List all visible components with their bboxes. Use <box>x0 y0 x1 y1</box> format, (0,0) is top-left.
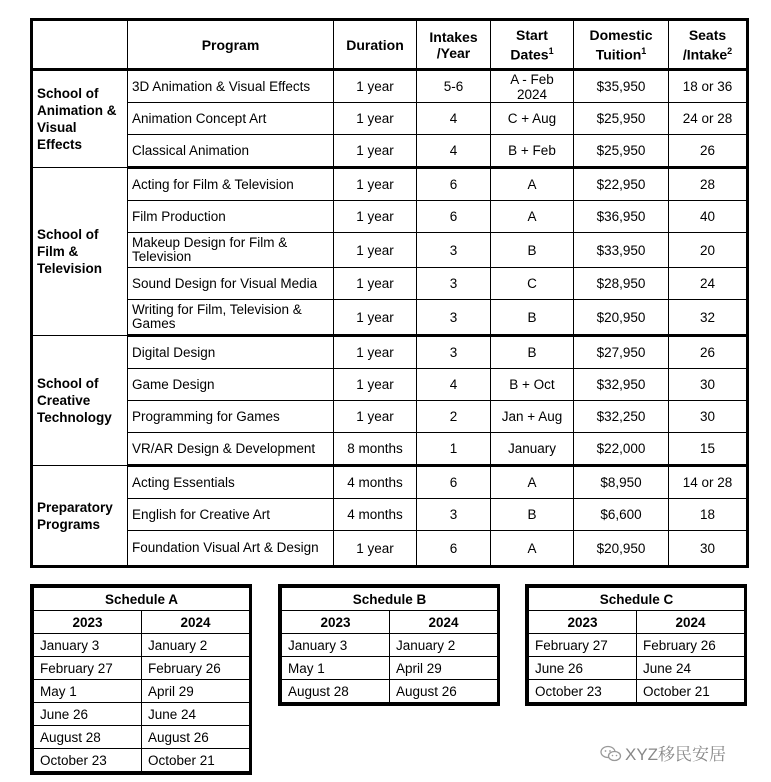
schedule-date: October 21 <box>637 680 745 703</box>
tuition-cell: $20,950 <box>574 531 669 567</box>
tuition-cell: $20,950 <box>574 300 669 336</box>
start-dates-cell: A <box>491 466 574 499</box>
schedule-year-row <box>282 611 498 634</box>
schedule-date: February 26 <box>637 634 745 657</box>
schedule-date: January 2 <box>142 634 250 657</box>
start-dates-cell: January <box>491 433 574 466</box>
duration-cell: 1 year <box>334 401 417 433</box>
program-name: Game Design <box>128 369 334 401</box>
schedule-a <box>30 584 252 775</box>
tuition-cell: $36,950 <box>574 201 669 233</box>
table-row <box>32 70 748 103</box>
table-row <box>32 168 748 201</box>
program-name: Programming for Games <box>128 401 334 433</box>
watermark <box>600 740 726 765</box>
schedule-row <box>529 657 745 680</box>
duration-cell: 1 year <box>334 268 417 300</box>
schedule-year: 2024 <box>637 611 745 634</box>
seats-cell: 24 <box>669 268 748 300</box>
schedule-date: April 29 <box>142 680 250 703</box>
tuition-cell: $22,000 <box>574 433 669 466</box>
table-row <box>32 268 748 300</box>
schedule-b-table <box>281 587 498 703</box>
seats-cell: 32 <box>669 300 748 336</box>
table-row <box>32 103 748 135</box>
program-name: Acting for Film & Television <box>128 168 334 201</box>
schedule-date: October 21 <box>142 749 250 772</box>
program-name: Writing for Film, Television & Games <box>128 300 334 336</box>
header-seats: Seats /Intake$^2$ <box>669 20 748 70</box>
tuition-cell: $27,950 <box>574 336 669 369</box>
start-dates-cell: C + Aug <box>491 103 574 135</box>
table-row <box>32 336 748 369</box>
schedule-date: June 26 <box>529 657 637 680</box>
schedule-row <box>34 703 250 726</box>
seats-cell: 24 or 28 <box>669 103 748 135</box>
program-name: Foundation Visual Art & Design <box>128 531 334 567</box>
school-name: School of Animation & Visual Effects <box>32 70 128 168</box>
seats-cell: 30 <box>669 369 748 401</box>
schedule-date: May 1 <box>34 680 142 703</box>
intakes-cell: 5-6 <box>417 70 491 103</box>
schedule-date: May 1 <box>282 657 390 680</box>
schedule-date: January 2 <box>390 634 498 657</box>
intakes-cell: 3 <box>417 300 491 336</box>
schedule-year-row <box>34 611 250 634</box>
schedule-row <box>34 634 250 657</box>
tuition-cell: $6,600 <box>574 499 669 531</box>
schedule-row <box>282 657 498 680</box>
school-name: School of Creative Technology <box>32 336 128 466</box>
intakes-cell: 3 <box>417 268 491 300</box>
table-row <box>32 466 748 499</box>
schedule-row <box>34 680 250 703</box>
schedule-date: January 3 <box>34 634 142 657</box>
header-program: Program <box>128 20 334 70</box>
program-name: Digital Design <box>128 336 334 369</box>
intakes-cell: 6 <box>417 466 491 499</box>
seats-cell: 15 <box>669 433 748 466</box>
seats-cell: 40 <box>669 201 748 233</box>
start-dates-cell: Jan + Aug <box>491 401 574 433</box>
schedule-title-row <box>529 588 745 611</box>
seats-cell: 18 <box>669 499 748 531</box>
program-name: VR/AR Design & Development <box>128 433 334 466</box>
tuition-cell: $8,950 <box>574 466 669 499</box>
schedule-row <box>282 680 498 703</box>
duration-cell: 1 year <box>334 103 417 135</box>
schedule-row <box>34 657 250 680</box>
seats-cell: 20 <box>669 233 748 268</box>
program-table <box>30 18 749 568</box>
schedule-date: February 27 <box>34 657 142 680</box>
table-row <box>32 401 748 433</box>
intakes-cell: 3 <box>417 233 491 268</box>
schedule-date: June 24 <box>637 657 745 680</box>
start-dates-cell: B + Oct <box>491 369 574 401</box>
schedule-row <box>282 634 498 657</box>
tuition-cell: $28,950 <box>574 268 669 300</box>
tuition-cell: $33,950 <box>574 233 669 268</box>
table-row <box>32 531 748 567</box>
schedule-date: February 26 <box>142 657 250 680</box>
schedule-year: 2023 <box>282 611 390 634</box>
schedule-c <box>525 584 747 706</box>
program-name: Animation Concept Art <box>128 103 334 135</box>
tuition-cell: $35,950 <box>574 70 669 103</box>
schedule-date: April 29 <box>390 657 498 680</box>
schedule-date: October 23 <box>34 749 142 772</box>
schedule-row <box>34 726 250 749</box>
seats-cell: 14 or 28 <box>669 466 748 499</box>
schedule-year: 2023 <box>34 611 142 634</box>
seats-cell: 26 <box>669 336 748 369</box>
start-dates-cell: C <box>491 268 574 300</box>
seats-cell: 30 <box>669 401 748 433</box>
schedule-date: June 26 <box>34 703 142 726</box>
intakes-cell: 6 <box>417 201 491 233</box>
schedule-date: January 3 <box>282 634 390 657</box>
schedule-date: August 26 <box>142 726 250 749</box>
schedule-title: Schedule C <box>529 588 745 611</box>
program-name: Makeup Design for Film & Television <box>128 233 334 268</box>
start-dates-cell: B <box>491 233 574 268</box>
intakes-cell: 3 <box>417 499 491 531</box>
duration-cell: 1 year <box>334 70 417 103</box>
schedule-date: August 28 <box>34 726 142 749</box>
wechat-icon <box>600 745 622 763</box>
start-dates-cell: A - Feb 2024 <box>491 70 574 103</box>
start-dates-cell: A <box>491 201 574 233</box>
program-name: Film Production <box>128 201 334 233</box>
duration-cell: 1 year <box>334 233 417 268</box>
header-row <box>32 20 748 70</box>
schedule-c-table <box>528 587 745 703</box>
program-name: Sound Design for Visual Media <box>128 268 334 300</box>
header-duration: Duration <box>334 20 417 70</box>
intakes-cell: 1 <box>417 433 491 466</box>
intakes-cell: 4 <box>417 369 491 401</box>
start-dates-cell: B <box>491 499 574 531</box>
school-name: Preparatory Programs <box>32 466 128 567</box>
intakes-cell: 6 <box>417 531 491 567</box>
header-start-dates: Start Dates$^1$ <box>491 20 574 70</box>
start-dates-cell: A <box>491 531 574 567</box>
schedule-date: August 26 <box>390 680 498 703</box>
table-row <box>32 201 748 233</box>
start-dates-cell: A <box>491 168 574 201</box>
schedule-title: Schedule A <box>34 588 250 611</box>
seats-cell: 18 or 36 <box>669 70 748 103</box>
schedule-title-row <box>34 588 250 611</box>
tuition-cell: $22,950 <box>574 168 669 201</box>
tuition-cell: $25,950 <box>574 135 669 168</box>
table-row <box>32 499 748 531</box>
start-dates-cell: B + Feb <box>491 135 574 168</box>
duration-cell: 1 year <box>334 135 417 168</box>
start-dates-cell: B <box>491 336 574 369</box>
duration-cell: 1 year <box>334 168 417 201</box>
schedule-b <box>278 584 500 706</box>
table-row <box>32 300 748 336</box>
schedule-year: 2024 <box>390 611 498 634</box>
duration-cell: 1 year <box>334 369 417 401</box>
schedule-date: June 24 <box>142 703 250 726</box>
program-table-container <box>30 18 746 568</box>
duration-cell: 1 year <box>334 300 417 336</box>
duration-cell: 4 months <box>334 466 417 499</box>
header-school <box>32 20 128 70</box>
schedule-year-row <box>529 611 745 634</box>
header-intakes: Intakes /Year <box>417 20 491 70</box>
table-row <box>32 233 748 268</box>
schedule-title: Schedule B <box>282 588 498 611</box>
duration-cell: 1 year <box>334 201 417 233</box>
seats-cell: 28 <box>669 168 748 201</box>
intakes-cell: 4 <box>417 135 491 168</box>
seats-cell: 26 <box>669 135 748 168</box>
schedule-date: August 28 <box>282 680 390 703</box>
schedule-row <box>34 749 250 772</box>
schedule-a-table <box>33 587 250 772</box>
schedule-year: 2023 <box>529 611 637 634</box>
duration-cell: 8 months <box>334 433 417 466</box>
schedule-date: February 27 <box>529 634 637 657</box>
start-dates-cell: B <box>491 300 574 336</box>
duration-cell: 1 year <box>334 336 417 369</box>
schedule-row <box>529 680 745 703</box>
schedule-row <box>529 634 745 657</box>
program-name: Acting Essentials <box>128 466 334 499</box>
table-row <box>32 135 748 168</box>
intakes-cell: 2 <box>417 401 491 433</box>
duration-cell: 4 months <box>334 499 417 531</box>
table-row <box>32 433 748 466</box>
program-name: English for Creative Art <box>128 499 334 531</box>
tuition-cell: $32,950 <box>574 369 669 401</box>
program-name: Classical Animation <box>128 135 334 168</box>
tuition-cell: $32,250 <box>574 401 669 433</box>
intakes-cell: 4 <box>417 103 491 135</box>
program-table-body <box>32 70 748 567</box>
schedule-title-row <box>282 588 498 611</box>
intakes-cell: 6 <box>417 168 491 201</box>
tuition-cell: $25,950 <box>574 103 669 135</box>
intakes-cell: 3 <box>417 336 491 369</box>
duration-cell: 1 year <box>334 531 417 567</box>
table-row <box>32 369 748 401</box>
schedule-date: October 23 <box>529 680 637 703</box>
school-name: School of Film & Television <box>32 168 128 336</box>
watermark-text: XYZ移民安居 <box>625 745 727 764</box>
schedule-year: 2024 <box>142 611 250 634</box>
seats-cell: 30 <box>669 531 748 567</box>
program-name: 3D Animation & Visual Effects <box>128 70 334 103</box>
header-tuition: Domestic Tuition$^1$ <box>574 20 669 70</box>
